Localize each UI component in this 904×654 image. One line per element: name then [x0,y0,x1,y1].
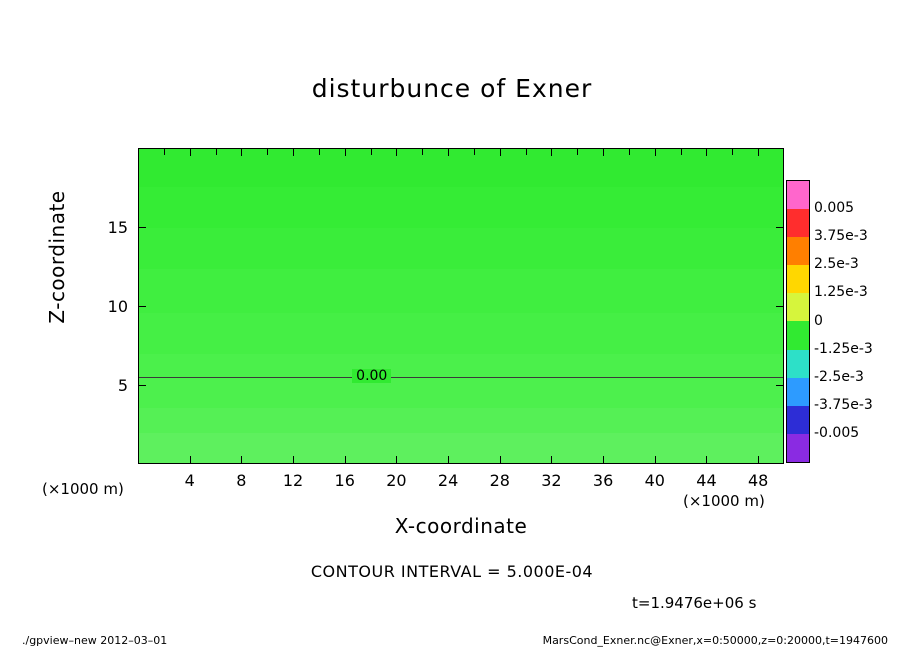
x-axis-tick-label: 4 [184,471,195,490]
zero-contour-label: 0.00 [352,369,391,383]
colorbar-tick-label: -2.5e-3 [814,368,864,385]
colorbar-tick-label: -0.005 [814,424,860,441]
footer-left-label: ./gpview–new 2012–03–01 [22,634,168,647]
chart-title: disturbunce of Exner [311,74,593,103]
y-axis-title: Z-coordinate [45,190,69,324]
x-axis-tick-label: 8 [236,471,247,490]
x-axis-title: X-coordinate [394,514,528,538]
x-unit-right: (×1000 m) [683,492,765,510]
x-axis-tick-label: 48 [747,471,769,490]
x-axis-tick-label: 16 [334,471,355,490]
colorbar-tick-label: 2.5e-3 [814,256,859,273]
x-unit-left: (×1000 m) [42,480,124,498]
contour-interval-label: CONTOUR INTERVAL = 5.000E-04 [310,562,594,581]
colorbar-tick-label: 0 [814,312,823,329]
x-axis-tick-label: 12 [282,471,304,490]
footer-right-label: MarsCond_Exner.nc@Exner,x=0:50000,z=0:20000,t=1947600 [542,634,888,647]
colorbar-tick-label: 3.75e-3 [814,228,868,245]
x-axis-tick-label: 44 [696,471,717,490]
colorbar-tick-label: 1.25e-3 [814,284,868,301]
x-axis-tick-label: 20 [386,471,407,490]
y-axis-tick-label: 10 [107,297,128,316]
x-axis-tick-label: 40 [644,471,665,490]
colorbar-tick-label: 0.005 [814,200,855,217]
timestamp-label: t=1.9476e+06 s [632,594,757,612]
colorbar-tick-label: -1.25e-3 [814,340,873,357]
y-axis-tick-label: 15 [107,218,128,237]
colorbar-tick-label: -3.75e-3 [814,396,873,413]
x-axis-tick-label: 32 [541,471,562,490]
x-axis-tick-label: 24 [437,471,459,490]
y-axis-tick-label: 5 [117,376,128,395]
x-axis-tick-label: 28 [489,471,510,490]
x-axis-tick-label: 36 [592,471,614,490]
